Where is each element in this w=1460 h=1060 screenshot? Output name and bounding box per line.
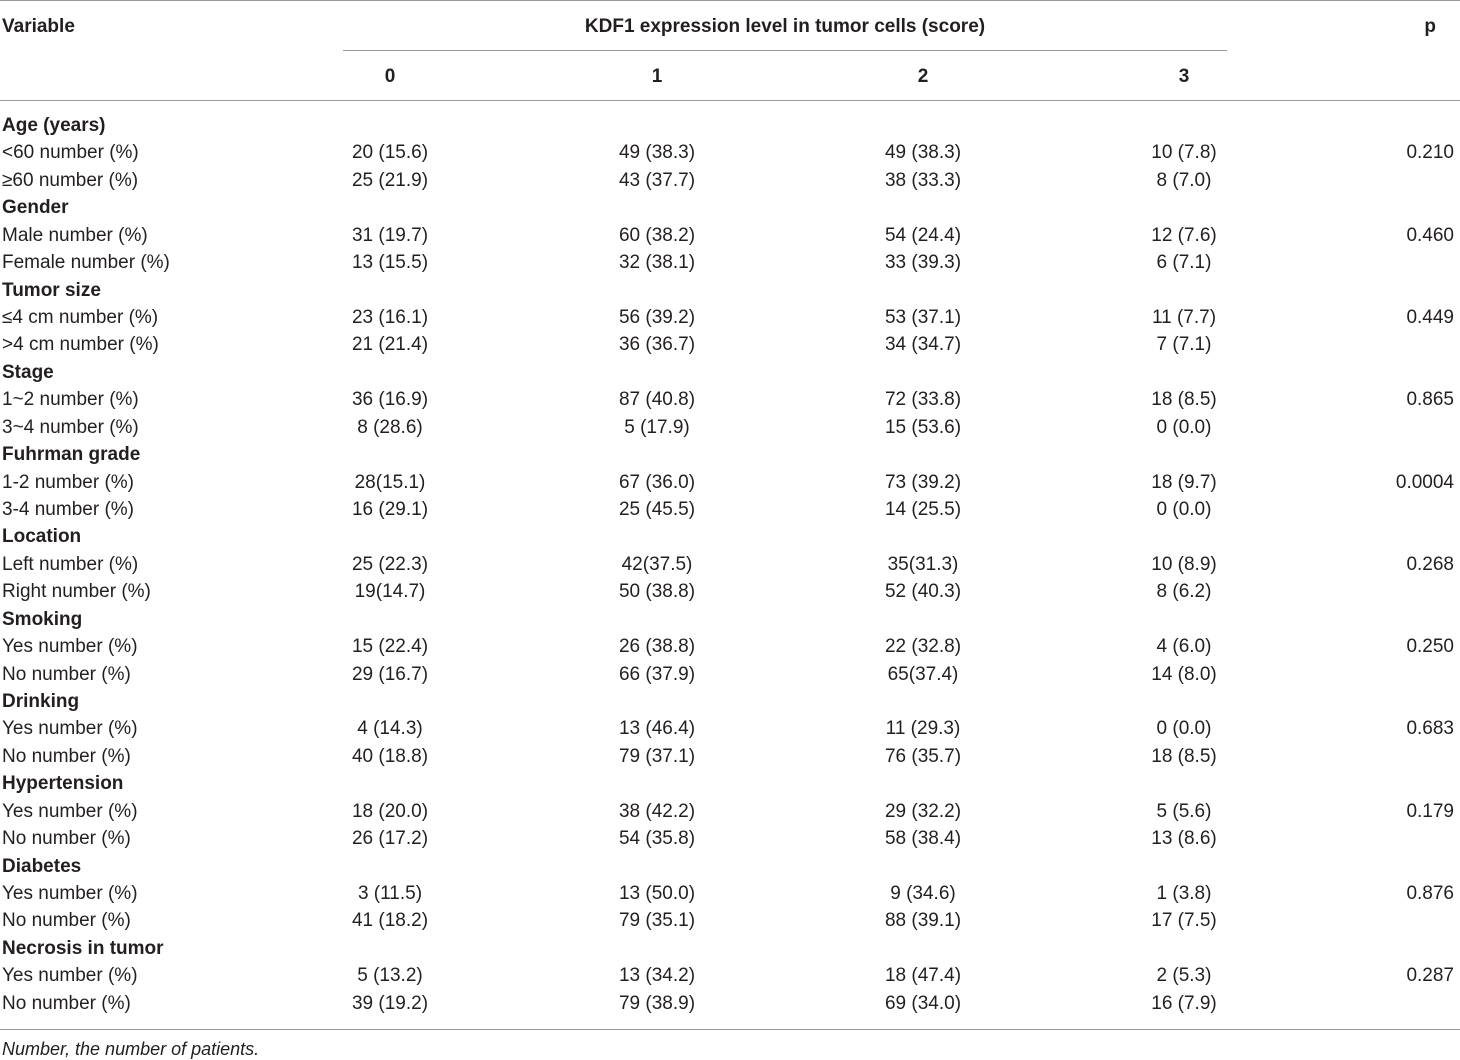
cell-score-0: 25 (21.9): [351, 169, 429, 191]
cell-score-2: 29 (32.2): [884, 800, 962, 822]
cell-score-0: 16 (29.1): [351, 499, 429, 521]
cell-score-3: 5 (5.6): [1156, 800, 1212, 822]
cell-score-2: 54 (24.4): [884, 224, 962, 246]
cell-score-2: 76 (35.7): [884, 745, 962, 767]
cell-score-3: 17 (7.5): [1151, 910, 1217, 932]
header-score-2: 2: [917, 66, 929, 87]
table-row: [0, 304, 1460, 331]
cell-score-1: 26 (38.8): [618, 636, 696, 658]
cell-score-3: 11 (7.7): [1151, 307, 1217, 328]
group-label: Gender: [2, 197, 69, 219]
table-row: [0, 633, 1460, 660]
cell-score-0: 40 (18.8): [351, 745, 429, 767]
group-row: [0, 359, 1460, 386]
cell-score-2: 52 (40.3): [884, 581, 962, 603]
cell-score-1: 13 (34.2): [618, 965, 696, 987]
table-row: [0, 825, 1460, 852]
group-label: Smoking: [2, 608, 83, 630]
cell-score-2: 73 (39.2): [884, 471, 962, 493]
cell-score-3: 0 (0.0): [1156, 416, 1212, 438]
group-header-rule: [343, 50, 1227, 51]
group-label: Necrosis in tumor: [2, 937, 164, 959]
cell-score-1: 36 (36.7): [618, 334, 696, 356]
cell-score-2: 35(31.3): [887, 553, 959, 575]
group-row: [0, 770, 1460, 797]
group-row: [0, 523, 1460, 550]
row-label: Yes number (%): [2, 965, 138, 987]
group-row: [0, 277, 1460, 304]
group-row: [0, 194, 1460, 221]
cell-p-value: 0.210: [1406, 142, 1454, 164]
table-row: [0, 249, 1460, 276]
cell-score-3: 1 (3.8): [1156, 883, 1212, 905]
cell-score-2: 14 (25.5): [884, 499, 962, 521]
cell-score-3: 16 (7.9): [1151, 992, 1217, 1014]
cell-score-2: 88 (39.1): [884, 910, 962, 932]
cell-p-value: 0.0004: [1395, 471, 1454, 493]
cell-score-0: 23 (16.1): [351, 307, 429, 328]
table-row: [0, 386, 1460, 413]
cell-p-value: 0.460: [1406, 224, 1454, 246]
row-label: No number (%): [2, 910, 131, 932]
table-row: [0, 578, 1460, 605]
group-row: [0, 606, 1460, 633]
cell-score-1: 5 (17.9): [624, 416, 690, 438]
cell-p-value: 0.449: [1406, 307, 1454, 328]
cell-score-2: 11 (29.3): [885, 718, 961, 740]
table-row: [0, 962, 1460, 989]
cell-p-value: 0.179: [1406, 800, 1454, 822]
cell-score-0: 5 (13.2): [357, 965, 423, 987]
row-label: No number (%): [2, 828, 131, 850]
cell-score-3: 18 (8.5): [1151, 389, 1217, 411]
group-row: [0, 853, 1460, 880]
cell-score-0: 26 (17.2): [351, 828, 429, 850]
row-label: Left number (%): [2, 553, 139, 575]
row-label: ≤4 cm number (%): [2, 307, 159, 328]
cell-score-0: 39 (19.2): [351, 992, 429, 1014]
cell-score-2: 69 (34.0): [884, 992, 962, 1014]
cell-score-3: 0 (0.0): [1156, 499, 1212, 521]
cell-score-2: 9 (34.6): [890, 883, 956, 905]
table-row: [0, 167, 1460, 194]
row-label: Yes number (%): [2, 718, 138, 740]
group-label: Location: [2, 526, 82, 548]
cell-score-0: 31 (19.7): [351, 224, 429, 246]
cell-score-3: 0 (0.0): [1156, 718, 1212, 740]
cell-score-2: 18 (47.4): [884, 965, 962, 987]
cell-score-3: 12 (7.6): [1151, 224, 1217, 246]
cell-score-1: 43 (37.7): [618, 169, 696, 191]
footnote: Number, the number of patients.: [2, 1039, 260, 1059]
group-row: [0, 688, 1460, 715]
cell-score-0: 21 (21.4): [351, 334, 429, 356]
cell-p-value: 0.683: [1406, 718, 1454, 740]
cell-score-0: 41 (18.2): [351, 910, 429, 932]
row-label: Female number (%): [2, 252, 170, 274]
group-label: Age (years): [2, 115, 106, 136]
bottom-rule: [0, 1029, 1460, 1030]
cell-score-0: 15 (22.4): [351, 636, 429, 658]
row-label: 1~2 number (%): [2, 389, 139, 411]
cell-p-value: 0.268: [1406, 553, 1454, 575]
row-label: ≥60 number (%): [2, 169, 139, 191]
row-label: 3-4 number (%): [2, 499, 134, 521]
cell-score-1: 32 (38.1): [618, 252, 696, 274]
row-label: 3~4 number (%): [2, 416, 139, 438]
header-score-0: 0: [384, 66, 396, 87]
cell-p-value: 0.287: [1406, 965, 1454, 987]
cell-score-1: 50 (38.8): [618, 581, 696, 603]
cell-score-2: 58 (38.4): [884, 828, 962, 850]
cell-score-3: 18 (8.5): [1151, 745, 1217, 767]
cell-p-value: 0.250: [1406, 636, 1454, 658]
cell-score-2: 15 (53.6): [884, 416, 962, 438]
cell-score-2: 53 (37.1): [884, 307, 962, 328]
header-bottom-rule: [0, 100, 1460, 101]
table-row: [0, 661, 1460, 688]
table-row: [0, 990, 1460, 1017]
cell-score-2: 72 (33.8): [884, 389, 962, 411]
cell-score-1: 49 (38.3): [618, 142, 696, 164]
cell-score-3: 8 (6.2): [1156, 581, 1212, 603]
group-label: Tumor size: [2, 279, 101, 301]
table-row: [0, 496, 1460, 523]
cell-p-value: 0.876: [1406, 883, 1454, 905]
cell-score-0: 20 (15.6): [351, 142, 429, 164]
table-row: [0, 715, 1460, 742]
header-score-1: 1: [651, 66, 663, 87]
cell-score-0: 4 (14.3): [357, 718, 423, 740]
cell-score-2: 22 (32.8): [884, 636, 962, 658]
top-rule: [0, 0, 1460, 1]
cell-score-3: 10 (7.8): [1151, 142, 1217, 164]
cell-score-3: 10 (8.9): [1151, 553, 1217, 575]
cell-score-1: 79 (35.1): [618, 910, 696, 932]
cell-score-1: 13 (50.0): [618, 883, 696, 905]
group-label: Drinking: [2, 691, 80, 713]
cell-score-2: 38 (33.3): [884, 169, 962, 191]
cell-score-2: 65(37.4): [887, 663, 959, 685]
row-label: Yes number (%): [2, 800, 138, 822]
header-score-3: 3: [1178, 66, 1190, 87]
row-label: No number (%): [2, 745, 131, 767]
cell-score-1: 56 (39.2): [618, 307, 696, 328]
table-row: [0, 743, 1460, 770]
cell-score-0: 19(14.7): [354, 581, 426, 603]
row-label: >4 cm number (%): [2, 334, 159, 356]
cell-score-0: 28(15.1): [354, 471, 426, 493]
group-label: Stage: [2, 361, 54, 383]
cell-score-1: 66 (37.9): [618, 663, 696, 685]
table-row: [0, 139, 1460, 166]
cell-score-1: 54 (35.8): [618, 828, 696, 850]
cell-score-1: 38 (42.2): [618, 800, 696, 822]
group-label: Diabetes: [2, 855, 82, 877]
cell-p-value: 0.865: [1406, 389, 1454, 411]
row-label: Right number (%): [2, 581, 151, 603]
cell-score-0: 25 (22.3): [351, 553, 429, 575]
cell-score-0: 29 (16.7): [351, 663, 429, 685]
row-label: 1-2 number (%): [2, 471, 134, 493]
table-row: [0, 469, 1460, 496]
row-label: No number (%): [2, 992, 131, 1014]
cell-score-0: 36 (16.9): [351, 389, 429, 411]
table-row: [0, 222, 1460, 249]
group-row: [0, 112, 1460, 139]
table-row: [0, 907, 1460, 934]
table-row: [0, 880, 1460, 907]
cell-score-0: 13 (15.5): [351, 252, 429, 274]
cell-score-1: 60 (38.2): [618, 224, 696, 246]
cell-score-3: 7 (7.1): [1156, 334, 1212, 356]
cell-score-3: 8 (7.0): [1156, 169, 1212, 191]
group-label: Fuhrman grade: [2, 444, 141, 466]
cell-score-1: 79 (38.9): [618, 992, 696, 1014]
cell-score-1: 25 (45.5): [618, 499, 696, 521]
cell-score-3: 18 (9.7): [1151, 471, 1217, 493]
cell-score-2: 33 (39.3): [884, 252, 962, 274]
header-variable: Variable: [2, 16, 75, 37]
cell-score-0: 8 (28.6): [357, 416, 423, 438]
row-label: <60 number (%): [2, 142, 139, 164]
cell-score-2: 34 (34.7): [884, 334, 962, 356]
cell-score-3: 6 (7.1): [1156, 252, 1212, 274]
cell-score-0: 3 (11.5): [357, 883, 423, 905]
row-label: No number (%): [2, 663, 131, 685]
cell-score-1: 67 (36.0): [618, 471, 696, 493]
cell-score-3: 14 (8.0): [1151, 663, 1217, 685]
cell-score-0: 18 (20.0): [351, 800, 429, 822]
table-row: [0, 331, 1460, 358]
group-row: [0, 441, 1460, 468]
cell-score-1: 79 (37.1): [618, 745, 696, 767]
table-row: [0, 798, 1460, 825]
cell-score-3: 4 (6.0): [1156, 636, 1212, 658]
cell-score-1: 87 (40.8): [618, 389, 696, 411]
cell-score-1: 42(37.5): [621, 553, 693, 575]
table-row: [0, 414, 1460, 441]
group-row: [0, 935, 1460, 962]
row-label: Yes number (%): [2, 636, 138, 658]
row-label: Male number (%): [2, 224, 148, 246]
header-group-title: KDF1 expression level in tumor cells (score): [584, 16, 986, 37]
row-label: Yes number (%): [2, 883, 138, 905]
cell-score-3: 13 (8.6): [1151, 828, 1217, 850]
cell-score-2: 49 (38.3): [884, 142, 962, 164]
header-p: p: [1424, 16, 1436, 37]
table-row: [0, 551, 1460, 578]
group-label: Hypertension: [2, 773, 124, 795]
cell-score-3: 2 (5.3): [1156, 965, 1212, 987]
cell-score-1: 13 (46.4): [618, 718, 696, 740]
